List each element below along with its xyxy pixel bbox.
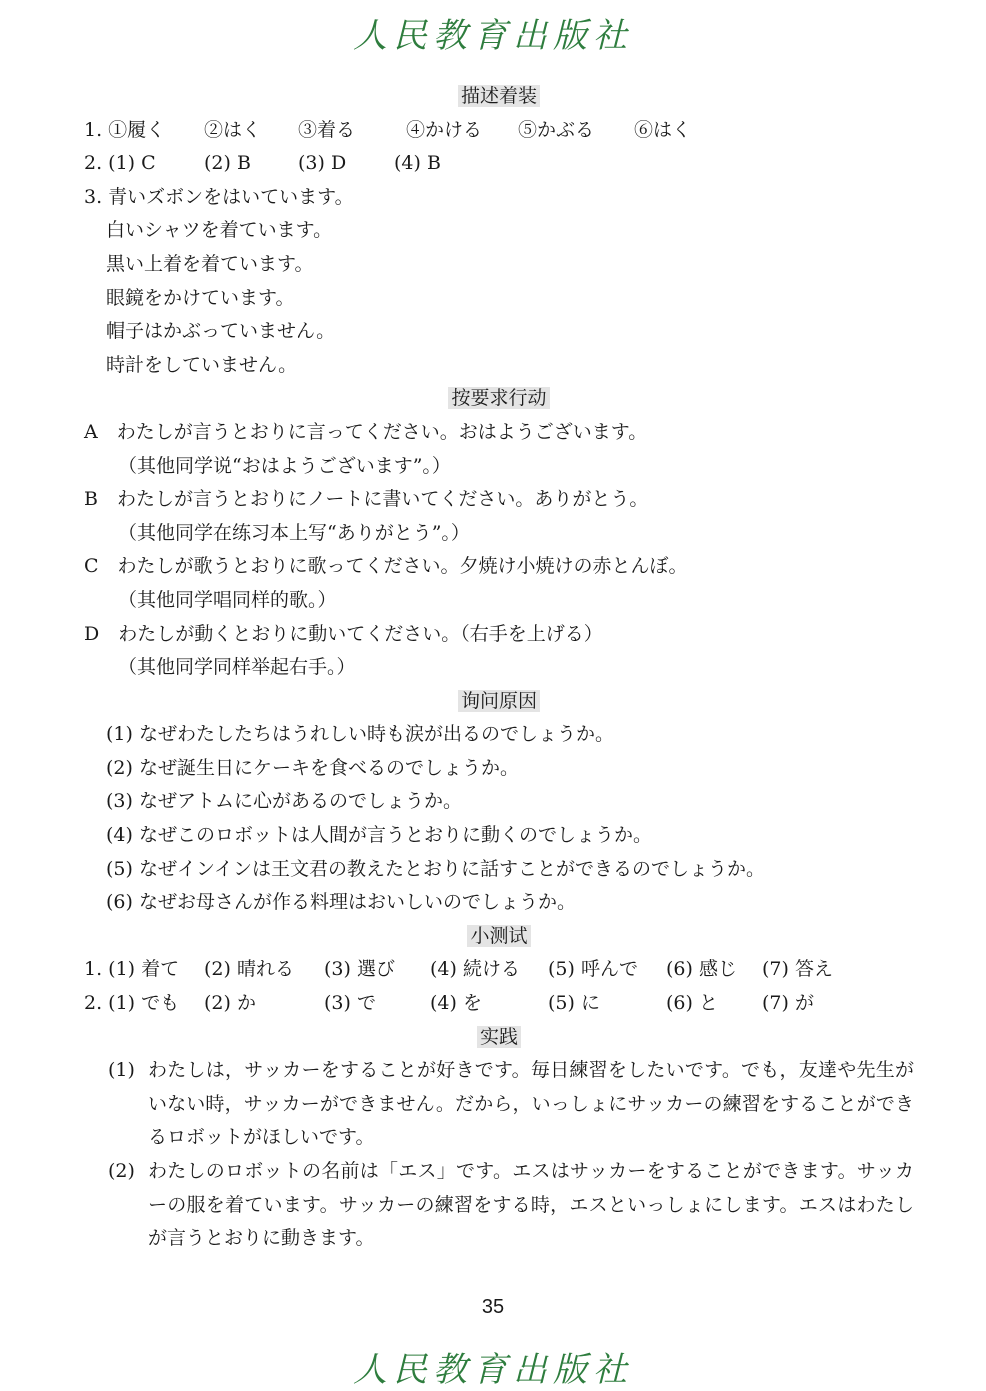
answer-item: 2. (1) C: [84, 152, 156, 175]
answer-page: [84, 80, 914, 1256]
practice-paragraph-1: [84, 1054, 914, 1155]
instruction-note: （其他同学说“おはようございます”。）: [118, 454, 451, 477]
section-heading: 询问原因: [84, 685, 914, 719]
section-heading: 描述着装: [84, 80, 914, 114]
quiz-item: (3) で: [324, 992, 376, 1015]
instruction-line: B わたしが言うとおりにノートに書いてください。ありがとう。: [84, 488, 649, 511]
instruction-note: （其他同学同样举起右手。）: [118, 656, 356, 679]
answer-item: ⑤かぶる: [518, 118, 595, 141]
question-line: (6) なぜお母さんが作る料理はおいしいのでしょうか。: [106, 891, 576, 914]
quiz-row-1: [84, 953, 914, 987]
quiz-item: (2) か: [204, 992, 256, 1015]
instruction-line: A わたしが言うとおりに言ってください。おはようございます。: [84, 420, 648, 443]
question-line: (1) なぜわたしたちはうれしい時も涙が出るのでしょうか。: [106, 723, 614, 746]
answer-line: 白いシャツを着ています。: [106, 219, 333, 242]
quiz-item: (7) が: [762, 992, 814, 1015]
question-line: (2) なぜ誕生日にケーキを食べるのでしょうか。: [106, 756, 519, 779]
answer-line: 時計をしていません。: [106, 353, 298, 376]
answer-row-1: [84, 114, 914, 148]
instruction-line: C わたしが歌うとおりに歌ってください。夕焼け小焼けの赤とんぼ。: [84, 555, 688, 578]
quiz-item: (6) 感じ: [666, 958, 737, 981]
answer-item: ③着る: [298, 118, 356, 141]
section-heading: 按要求行动: [84, 382, 914, 416]
quiz-item: (7) 答え: [762, 958, 833, 981]
answer-item: (3) D: [298, 152, 347, 175]
page-number: 35: [481, 1296, 505, 1318]
publisher-logo-bottom: 人民教育出版社: [353, 1350, 633, 1390]
paragraph-text: わたしのロボットの名前は「エス」です。エスはサッカーをすることができます。サッカーの服を着ています。サッカーの練習をする時，エスといっしょにします。エスはわたしが言うとおりに動きます。: [148, 1160, 914, 1250]
answer-item: ④かける: [406, 118, 483, 141]
quiz-item: (3) 選び: [324, 958, 395, 981]
question-line: (5) なぜインインは王文君の教えたとおりに話すことができるのでしょうか。: [106, 857, 766, 880]
answer-line: 眼鏡をかけています。: [106, 286, 295, 309]
paragraph-text: わたしは，サッカーをすることが好きです。毎日練習をしたいです。でも，友達や先生がいない時，サッカーができません。だから，いっしょにサッカーの練習をすることができるロボットがほしいです。: [148, 1059, 914, 1149]
quiz-row-2: [84, 987, 914, 1021]
instruction-line: D わたしが動くとおりに動いてください。（右手を上げる）: [84, 622, 603, 645]
answer-line: 黒い上着を着ています。: [106, 252, 314, 275]
practice-paragraph-2: [84, 1155, 914, 1256]
quiz-item: (2) 晴れる: [204, 958, 294, 981]
quiz-item: (6) と: [666, 992, 718, 1015]
answer-item: (4) B: [394, 152, 441, 175]
quiz-item: (4) 続ける: [430, 958, 520, 981]
answer-item: (2) B: [204, 152, 251, 175]
quiz-item: (4) を: [430, 992, 482, 1015]
paragraph-number: (2): [108, 1160, 135, 1182]
answer-line: 帽子はかぶっていません。: [106, 320, 336, 343]
answer-item: ②はく: [204, 118, 262, 141]
answer-item: ⑥はく: [634, 118, 692, 141]
paragraph-number: (1): [108, 1059, 135, 1082]
quiz-item: (5) に: [548, 992, 600, 1015]
answer-line: 3. 青いズボンをはいています。: [84, 185, 354, 208]
section-heading: 实践: [84, 1021, 914, 1055]
publisher-logo-top: 人民教育出版社: [353, 16, 633, 56]
instruction-note: （其他同学在练习本上写“ありがとう”。）: [118, 521, 470, 544]
quiz-item: 2. (1) でも: [84, 992, 180, 1015]
quiz-item: (5) 呼んで: [548, 958, 638, 981]
quiz-item: 1. (1) 着て: [84, 958, 180, 981]
answer-row-2: [84, 147, 914, 181]
answer-item: 1. ①履く: [84, 118, 166, 141]
section-heading: 小测试: [84, 920, 914, 954]
instruction-note: （其他同学唱同样的歌。）: [118, 588, 337, 611]
question-line: (4) なぜこのロボットは人間が言うとおりに動くのでしょうか。: [106, 824, 652, 847]
question-line: (3) なぜアトムに心があるのでしょうか。: [106, 790, 462, 813]
